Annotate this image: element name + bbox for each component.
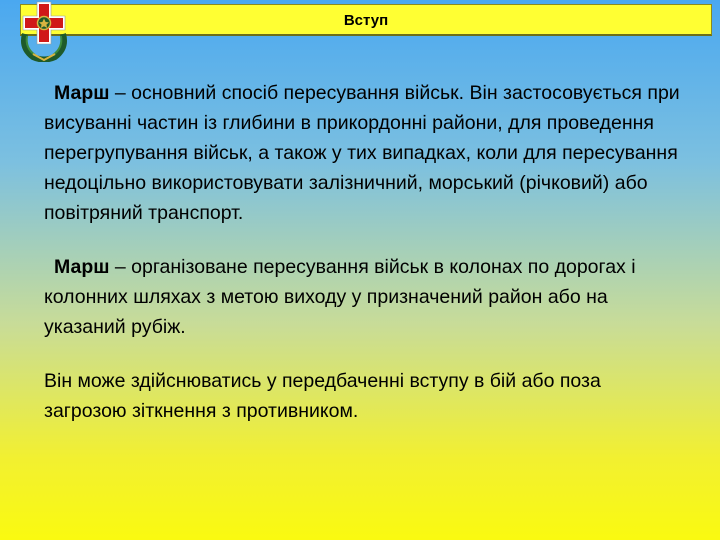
paragraph-march-conditions xyxy=(44,366,684,426)
paragraph-text: – основний спосіб пересування військ. Він застосовується при висуванні частин із глибини в прикордонні райони, для проведення перегрупування військ, а також у тих випадках, коли для пересування недоцільно використовувати залізничний, морський (річковий) або повітряний транспорт. xyxy=(44,82,680,224)
paragraph-march-definition-2 xyxy=(44,252,684,342)
paragraph-text: Він може здійснюватись у передбаченні вступу в бій або поза загрозою зіткнення з противником. xyxy=(44,370,601,422)
border-guard-emblem-icon xyxy=(15,0,73,62)
paragraph-march-definition-1 xyxy=(44,78,684,228)
term-march: Марш xyxy=(54,82,110,104)
header-bar xyxy=(20,4,712,36)
paragraph-text: – організоване пересування військ в колонах по дорогах і колонних шляхах з метою виходу у призначений район або на указаний рубіж. xyxy=(44,256,636,338)
slide-title: Вступ xyxy=(343,12,389,29)
content-area xyxy=(44,78,684,426)
term-march: Марш xyxy=(54,256,110,278)
